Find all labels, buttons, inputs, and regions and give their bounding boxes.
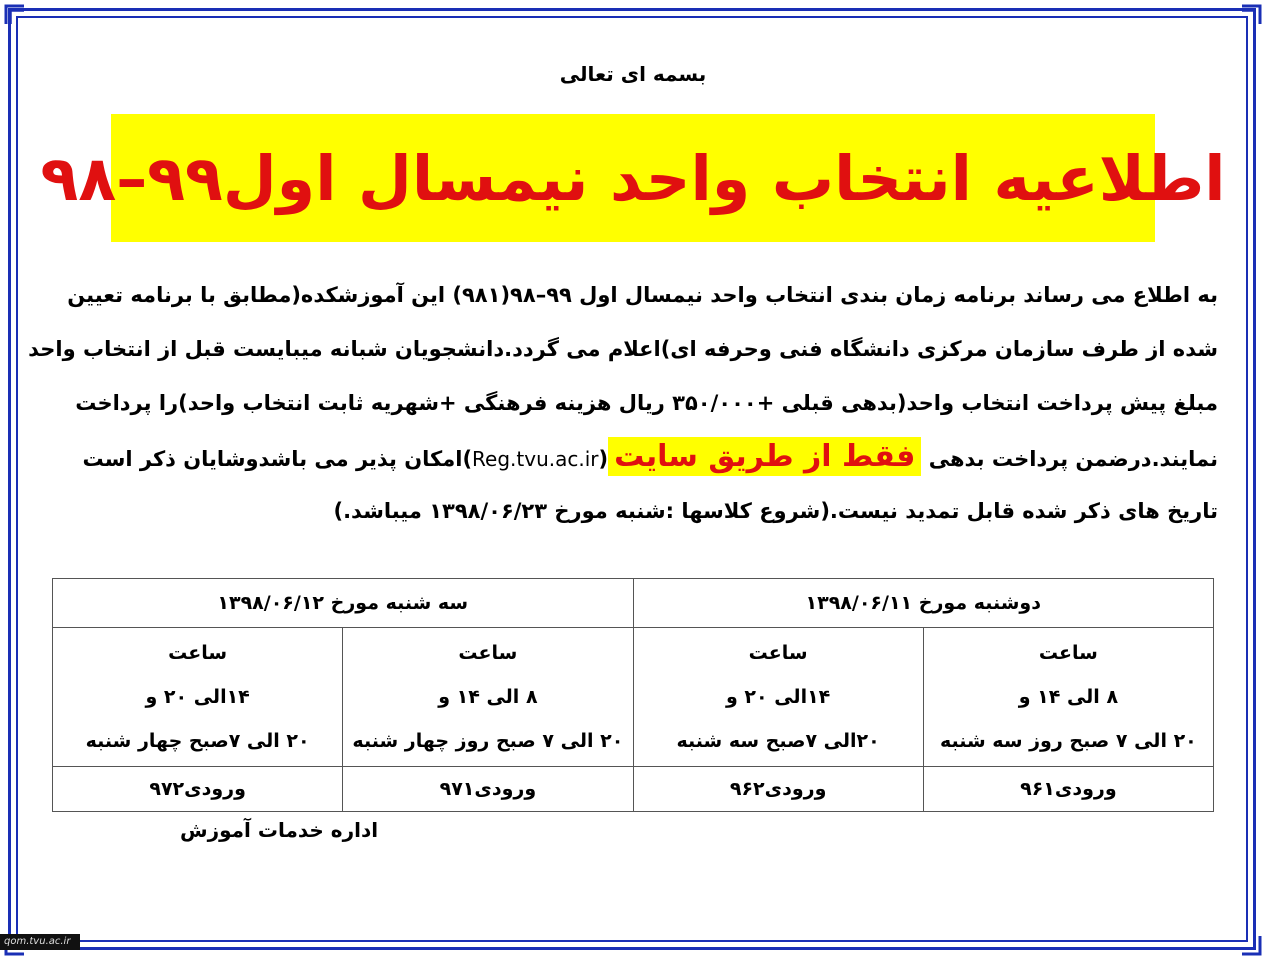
page-title: اطلاعیه انتخاب واحد نیمسال اول۹۹–۹۸ bbox=[40, 141, 1226, 215]
body-line-4-post: )امکان پذیر می باشدوشایان ذکر است bbox=[82, 447, 473, 471]
entry-cell: ورودی۹۶۱ bbox=[923, 767, 1213, 812]
entry-cell: ورودی۹۷۱ bbox=[343, 767, 633, 812]
site-watermark: qom.tvu.ac.ir bbox=[0, 934, 80, 950]
time-cell: ساعت ۱۴الی ۲۰ و ۲۰ الی ۷صبح چهار شنبه bbox=[53, 628, 343, 767]
body-line-3: مبلغ پیش پرداخت انتخاب واحد(بدهی قبلی +۳۵۰/۰۰۰ ریال هزینه فرهنگی +شهریه ثابت انتخاب واحد)را پرداخت bbox=[75, 391, 1218, 415]
registration-site-link[interactable]: Reg.tvu.ac.ir bbox=[472, 447, 599, 471]
body-line-4-pre: نمایند.درضمن پرداخت بدهی bbox=[928, 447, 1218, 471]
body-line-2: شده از طرف سازمان مرکزی دانشگاه فنی وحرفه ای)اعلام می گردد.دانشجویان شبانه میبایست قبل از انتخاب واحد bbox=[28, 337, 1218, 361]
entry-cell: ورودی۹۷۲ bbox=[53, 767, 343, 812]
corner-ornament-icon bbox=[4, 4, 26, 26]
corner-ornament-icon bbox=[1240, 934, 1262, 956]
corner-ornament-icon bbox=[1240, 4, 1262, 26]
time-cell: ساعت ۱۴الی ۲۰ و ۲۰الی ۷صبح سه شنبه bbox=[633, 628, 923, 767]
table-row bbox=[53, 628, 1214, 767]
day2-header: سه شنبه مورخ ۱۳۹۸/۰۶/۱۲ bbox=[53, 579, 634, 628]
schedule-table bbox=[52, 578, 1214, 812]
body-line-4 bbox=[50, 430, 1218, 484]
announcement-body bbox=[28, 268, 1218, 538]
day1-header: دوشنبه مورخ ۱۳۹۸/۰۶/۱۱ bbox=[633, 579, 1214, 628]
paren-open: ( bbox=[598, 447, 609, 471]
entry-cell: ورودی۹۶۲ bbox=[633, 767, 923, 812]
title-banner bbox=[40, 114, 1226, 242]
body-line-1: به اطلاع می رساند برنامه زمان بندی انتخاب واحد نیمسال اول ۹۹–۹۸(۹۸۱) این آموزشکده(مطابق با برنامه تعیین bbox=[67, 283, 1218, 307]
highlight-site-only: فقط از طریق سایت bbox=[608, 437, 921, 476]
bismillah-heading: بسمه ای تعالی bbox=[559, 62, 707, 86]
time-cell: ساعت ۸ الی ۱۴ و ۲۰ الی ۷ صبح روز چهار شنبه bbox=[343, 628, 633, 767]
table-row bbox=[53, 579, 1214, 628]
office-signature: اداره خدمات آموزش bbox=[180, 818, 379, 842]
time-cell: ساعت ۸ الی ۱۴ و ۲۰ الی ۷ صبح روز سه شنبه bbox=[923, 628, 1213, 767]
body-line-5: تاریخ های ذکر شده قابل تمدید نیست.(شروع کلاسها :شنبه مورخ ۱۳۹۸/۰۶/۲۳ میباشد.) bbox=[333, 499, 1218, 523]
table-row bbox=[53, 767, 1214, 812]
